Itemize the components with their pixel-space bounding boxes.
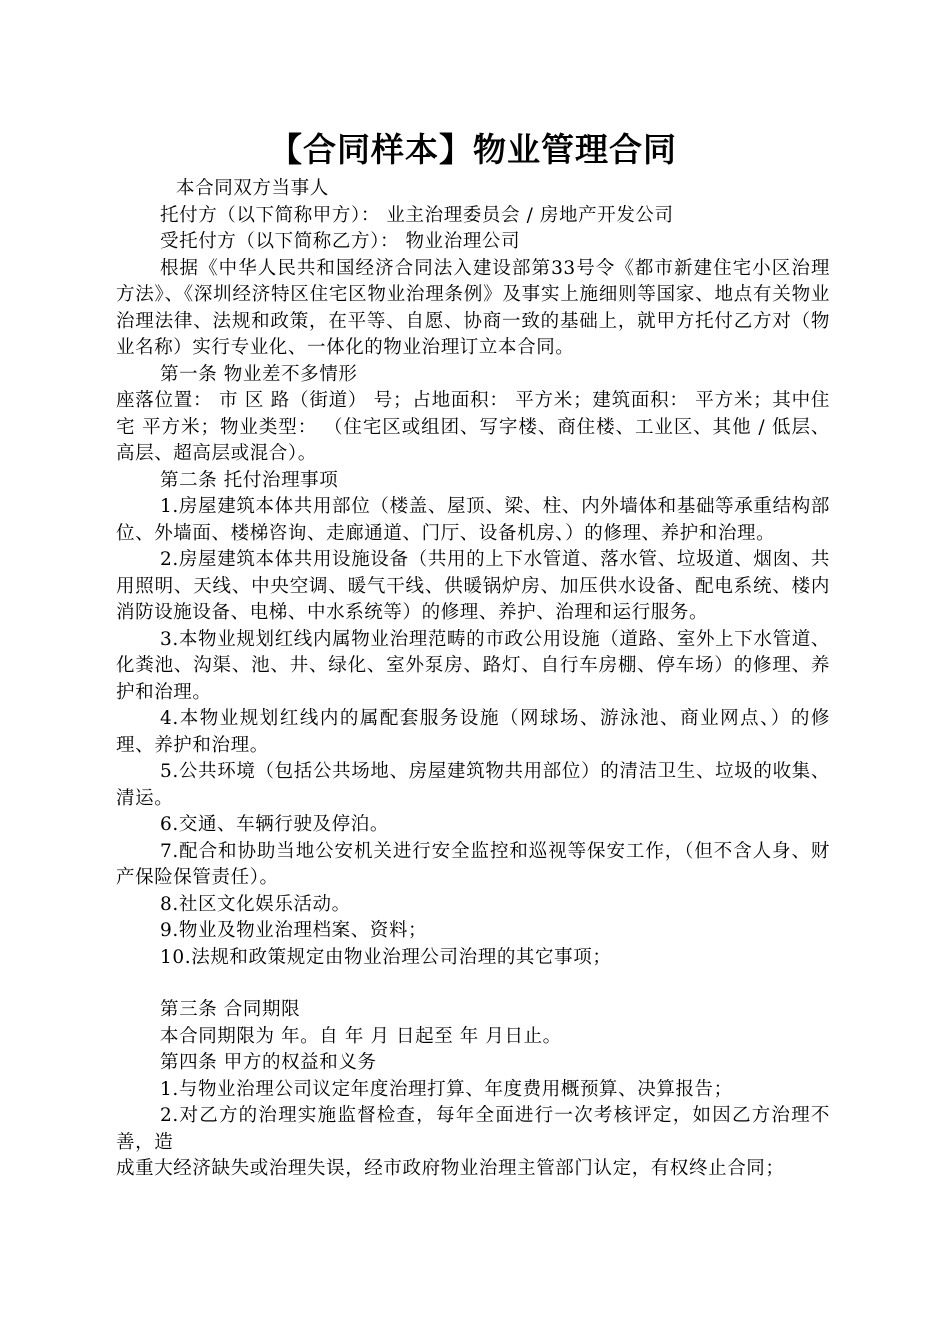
paragraph-party-b: 受托付方（以下简称乙方）： 物业治理公司 — [160, 231, 521, 252]
list-item: 9.物业及物业治理档案、资料； — [160, 920, 428, 941]
page-title: 【合同样本】物业管理合同 — [269, 130, 677, 169]
list-item: 1.与物业治理公司议定年度治理打算、年度费用概预算、决算报告； — [160, 1078, 733, 1100]
list-item: 4.本物业规划红线内的属配套服务设施（网球场、游泳池、商业网点、）的修理、养护和治理。 — [116, 708, 830, 756]
list-item: 3.本物业规划红线内属物业治理范畴的市政公用设施（道路、室外上下水管道、化粪池、沟渠、池、井、绿化、室外泵房、路灯、自行车房棚、停车场）的修理、养护和治理。 — [116, 628, 830, 703]
list-item: 2.房屋建筑本体共用设施设备（共用的上下水管道、落水管、垃圾道、烟囱、共用照明、天线、中央空调、暖气干线、供暖锅炉房、加压供水设备、配电系统、楼内消防设施设备、电梯、中水系统等）的修理、养护、治理和运行服务。 — [116, 549, 830, 623]
list-item: 7.配合和协助当地公安机关进行安全监控和巡视等保安工作，（但不含人身、财产保险保管责任）。 — [116, 840, 830, 888]
list-item: 10.法规和政策规定由物业治理公司治理的其它事项； — [160, 946, 612, 968]
article-3-heading: 第三条 合同期限 — [160, 999, 301, 1020]
paragraph-contract-term: 本合同期限为 年。自 年 月 日起至 年 月日止。 — [160, 1025, 562, 1047]
blank-line — [116, 971, 830, 997]
paragraph-legal-basis: 根据《中华人民共和国经济合同法入建设部第33号令《都市新建住宅小区治理方法》、《深圳经济特区住宅区物业治理条例》及事实上施细则等国家、地点有关物业治理法律、法规和政策，在平等、自愿、协商一致的基础上，就甲方托付乙方对（物业名称）实行专业化、一体化的物业治理订立本合同。 — [116, 257, 830, 358]
list-item: 6.交通、车辆行驶及停泊。 — [160, 814, 389, 835]
paragraph-party-a: 托付方（以下简称甲方）： 业主治理委员会 / 房地产开发公司 — [160, 204, 674, 226]
paragraph-parties-intro: 本合同双方当事人 — [176, 178, 329, 199]
article-2-heading: 第二条 托付治理事项 — [160, 469, 339, 491]
list-item: 5.公共环境（包括公共场地、房屋建筑物共用部位）的清洁卫生、垃圾的收集、清运。 — [116, 761, 830, 809]
paragraph-continuation: 成重大经济缺失或治理失误，经市政府物业治理主管部门认定，有权终止合同； — [116, 1158, 785, 1179]
paragraph-property-info: 座落位置： 市 区 路（街道） 号；占地面积： 平方米；建筑面积： 平方米；其中住宅 平方米；物业类型： （住宅区或组团、写字楼、商住楼、工业区、其他 / 低层、高层、超高层或混合）。 — [116, 390, 830, 464]
document-page — [116, 130, 830, 1183]
list-item: 2.对乙方的治理实施监督检查，每年全面进行一次考核评定，如因乙方治理不善，造 — [116, 1105, 830, 1153]
article-1-heading: 第一条 物业差不多情形 — [160, 363, 358, 385]
list-item: 8.社区文化娱乐活动。 — [160, 893, 351, 915]
article-4-heading: 第四条 甲方的权益和义务 — [160, 1052, 377, 1073]
list-item: 1.房屋建筑本体共用部位（楼盖、屋顶、梁、柱、内外墙体和基础等承重结构部位、外墙面、楼梯咨询、走廊通道、门厅、设备机房、）的修理、养护和治理。 — [116, 496, 830, 544]
